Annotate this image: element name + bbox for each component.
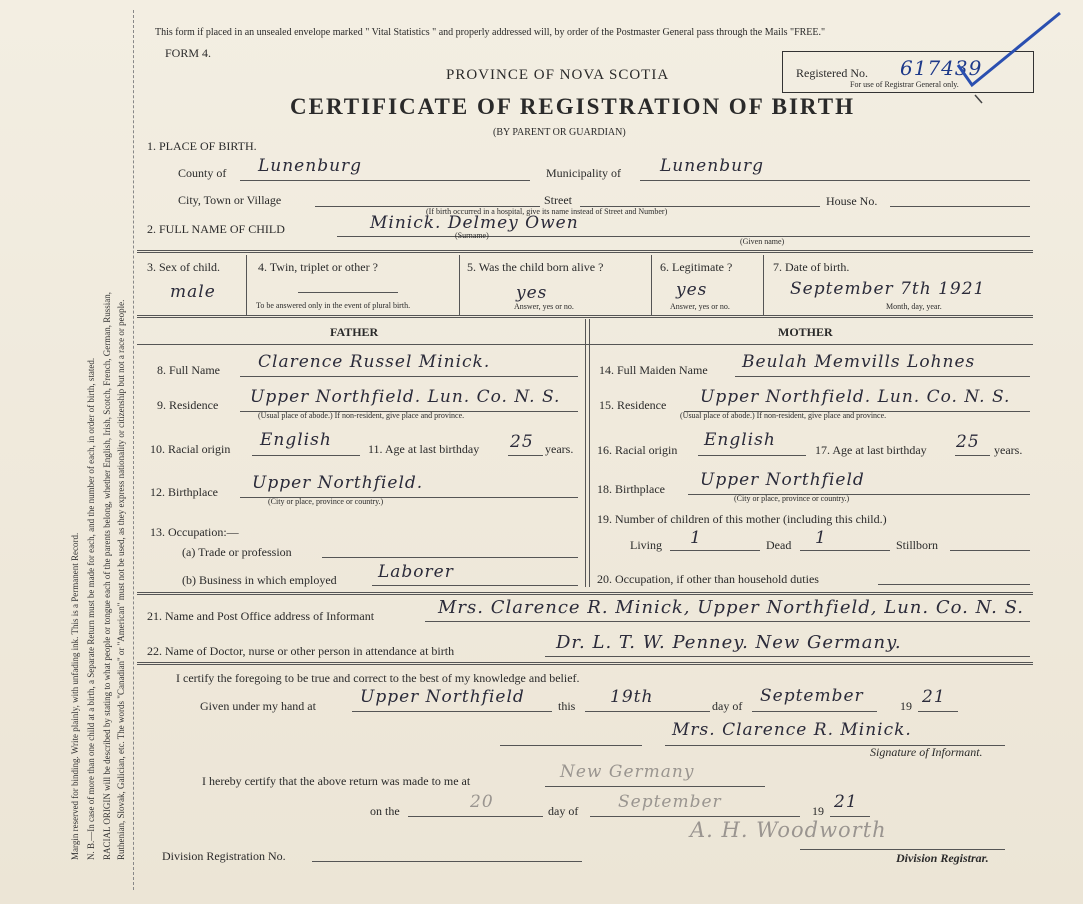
business-label: (b) Business in which employed xyxy=(182,573,337,587)
mother-heading: MOTHER xyxy=(778,325,833,339)
given-under-label: Given under my hand at xyxy=(200,699,316,713)
side-note-1: Margin reserved for binding. Write plainly, with unfading ink. This is a Permanent Record. xyxy=(70,532,80,860)
informant-label: 21. Name and Post Office address of Informant xyxy=(147,609,375,623)
on-day-value: 20 xyxy=(470,792,494,812)
division-registration-label: Division Registration No. xyxy=(162,849,286,863)
father-residence-label: 9. Residence xyxy=(157,398,219,412)
father-name-value: Clarence Russel Minick. xyxy=(258,352,491,372)
on-day-of-label: day of xyxy=(548,804,579,818)
division-registrar-label: Division Registrar. xyxy=(896,851,989,865)
signature-of-informant-label: Signature of Informant. xyxy=(870,745,983,759)
on-year-value: 21 xyxy=(834,792,858,812)
given-name-note: (Given name) xyxy=(740,237,785,246)
page-title: CERTIFICATE OF REGISTRATION OF BIRTH xyxy=(290,94,855,119)
dob-note: Month, day, year. xyxy=(886,302,942,311)
legitimate-label: 6. Legitimate ? xyxy=(660,260,733,274)
on-the-label: on the xyxy=(370,804,400,818)
children-count-label: 19. Number of children of this mother (including this child.) xyxy=(597,512,887,526)
informant-signature: Mrs. Clarence R. Minick. xyxy=(672,720,912,740)
twin-label: 4. Twin, triplet or other ? xyxy=(258,260,378,274)
dob-value: September 7th 1921 xyxy=(790,279,986,299)
twin-note: To be answered only in the event of plural birth. xyxy=(256,301,411,310)
on-month-value: September xyxy=(618,792,722,812)
child-name-label: 2. FULL NAME OF CHILD xyxy=(147,222,285,236)
mother-name-label: 14. Full Maiden Name xyxy=(599,363,708,377)
occupation-label: 13. Occupation:— xyxy=(150,525,239,539)
child-name-value: Minick. Delmey Owen xyxy=(370,213,579,233)
doctor-label: 22. Name of Doctor, nurse or other person in attendance at birth xyxy=(147,644,455,658)
mother-residence-label: 15. Residence xyxy=(599,398,667,412)
legitimate-value: yes xyxy=(676,280,708,300)
mother-birthplace-label: 18. Birthplace xyxy=(597,482,665,496)
form-number: FORM 4. xyxy=(165,46,212,60)
dead-value: 1 xyxy=(815,528,827,548)
registrar-signature: A. H. Woodworth xyxy=(690,818,887,842)
given-year-prefix: 19 xyxy=(900,699,912,713)
mother-race-label: 16. Racial origin xyxy=(597,443,678,457)
mother-birthplace-note: (City or place, province or country.) xyxy=(734,494,850,503)
given-day-value: 19th xyxy=(610,687,654,707)
given-year-value: 21 xyxy=(922,687,946,707)
sex-label: 3. Sex of child. xyxy=(147,260,220,274)
mother-age-value: 25 xyxy=(956,432,980,452)
municipality-value: Lunenburg xyxy=(660,156,765,176)
county-value: Lunenburg xyxy=(258,156,363,176)
certify-statement: I certify the foregoing to be true and correct to the best of my knowledge and belief. xyxy=(176,671,580,685)
business-value: Laborer xyxy=(378,562,454,582)
sex-value: male xyxy=(170,282,216,302)
registrar-note: For use of Registrar General only. xyxy=(850,80,959,89)
mother-age-label: 17. Age at last birthday xyxy=(815,443,927,457)
street-label: Street xyxy=(544,193,572,207)
return-place-value: New Germany xyxy=(560,762,695,782)
mother-residence-value: Upper Northfield. Lun. Co. N. S. xyxy=(700,387,1011,407)
dead-label: Dead xyxy=(766,538,792,552)
given-place-value: Upper Northfield xyxy=(360,687,525,707)
page-subtitle: (BY PARENT OR GUARDIAN) xyxy=(493,127,626,138)
mother-residence-note: (Usual place of abode.) If non-resident, give place and province. xyxy=(680,411,887,420)
alive-label: 5. Was the child born alive ? xyxy=(467,260,604,274)
father-name-label: 8. Full Name xyxy=(157,363,220,377)
on-year-prefix: 19 xyxy=(812,804,824,818)
doctor-value: Dr. L. T. W. Penney. New Germany. xyxy=(556,632,902,653)
city-label: City, Town or Village xyxy=(178,193,282,207)
mother-occupation-label: 20. Occupation, if other than household duties xyxy=(597,572,819,586)
alive-value: yes xyxy=(516,283,548,303)
father-race-label: 10. Racial origin xyxy=(150,442,231,456)
living-value: 1 xyxy=(690,528,702,548)
father-birthplace-value: Upper Northfield. xyxy=(252,473,424,493)
place-label: 1. PLACE OF BIRTH. xyxy=(147,139,257,153)
father-age-label: 11. Age at last birthday xyxy=(368,442,480,456)
county-label: County of xyxy=(178,166,227,180)
province-heading: PROVINCE OF NOVA SCOTIA xyxy=(446,67,670,83)
father-birthplace-note: (City or place, province or country.) xyxy=(268,497,384,506)
living-label: Living xyxy=(630,538,662,552)
legitimate-note: Answer, yes or no. xyxy=(670,302,730,311)
father-residence-note: (Usual place of abode.) If non-resident, give place and province. xyxy=(258,411,465,420)
father-years: years. xyxy=(545,442,574,456)
margin-rule xyxy=(133,10,134,890)
alive-note: Answer, yes or no. xyxy=(514,302,574,311)
mother-years: years. xyxy=(994,443,1023,457)
registered-label: Registered No. xyxy=(796,66,868,80)
given-day-of-label: day of xyxy=(712,699,743,713)
informant-value: Mrs. Clarence R. Minick, Upper Northfield, Lun. Co. N. S. xyxy=(438,597,1025,618)
house-label: House No. xyxy=(826,194,878,208)
father-residence-value: Upper Northfield. Lun. Co. N. S. xyxy=(250,387,561,407)
trade-label: (a) Trade or profession xyxy=(182,545,292,559)
given-month-value: September xyxy=(760,686,864,706)
dob-label: 7. Date of birth. xyxy=(773,260,850,274)
stillborn-label: Stillborn xyxy=(896,538,939,552)
father-heading: FATHER xyxy=(330,325,379,339)
surname-note: (Surname) xyxy=(455,231,489,240)
father-race-value: English xyxy=(260,430,332,450)
father-birthplace-label: 12. Birthplace xyxy=(150,485,218,499)
this-label: this xyxy=(558,699,576,713)
side-note-4: Ruthenian, Slovak, Galician, etc. The words "Canadian" or "American" must not be used, as they express nationality or citizenship but not a race or people. xyxy=(116,299,126,860)
mother-race-value: English xyxy=(704,430,776,450)
mother-name-value: Beulah Memvills Lohnes xyxy=(742,352,976,372)
registered-number: 617439 xyxy=(900,56,983,80)
mother-birthplace-value: Upper Northfield xyxy=(700,470,865,490)
municipality-label: Municipality of xyxy=(546,166,621,180)
side-note-3: RACIAL ORIGIN will be described by stating to what people or tongue each of the parents belong, whether English, Irish, Scotch, French, German, Russian, xyxy=(102,291,112,860)
blue-check-mark xyxy=(950,5,1070,115)
father-age-value: 25 xyxy=(510,432,534,452)
return-label: I hereby certify that the above return was made to me at xyxy=(202,774,471,788)
hospital-note: (If birth occurred in a hospital, give its name instead of Street and Number) xyxy=(426,207,668,216)
mail-notice: This form if placed in an unsealed envelope marked " Vital Statistics " and properly addressed will, by order of the Postmaster General pass through the Mails "FREE." xyxy=(155,27,826,38)
side-note-2: N. B.—In case of more than one child at a birth, a Separate Return must be made for each, and the number of each, in order of birth, stated. xyxy=(86,357,96,860)
